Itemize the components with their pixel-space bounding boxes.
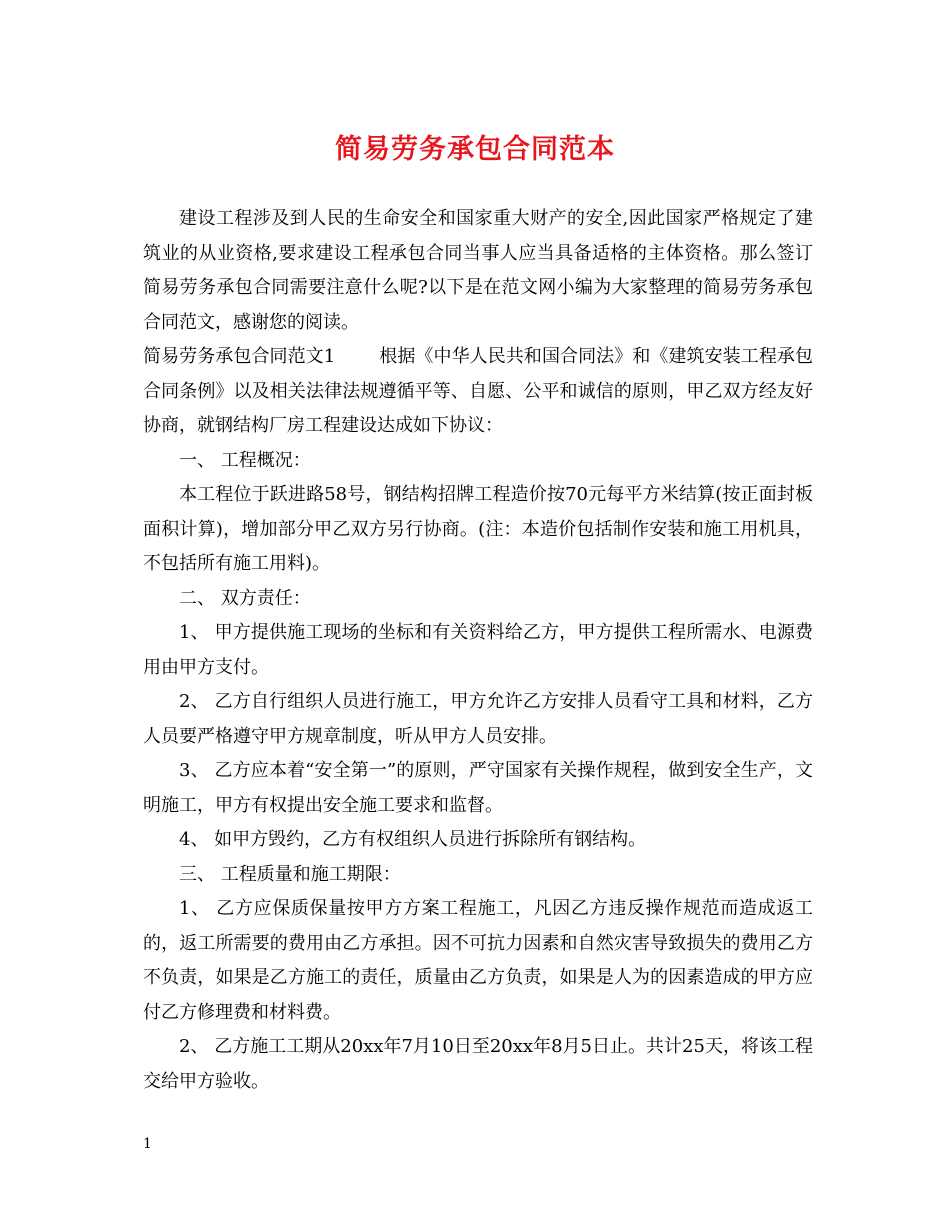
- section2-item: 3、 乙方应本着“安全第一”的原则，严守国家有关操作规程，做到安全生产，文明施工，甲方有权提出安全施工要求和监督。: [143, 760, 813, 816]
- document-body: [143, 202, 813, 1099]
- sample-paragraph: [143, 340, 813, 444]
- intro-paragraph: 建设工程涉及到人民的生命安全和国家重大财产的安全,因此国家严格规定了建筑业的从业资格,要求建设工程承包合同当事人应当具备适格的主体资格。那么签订简易劳务承包合同需要注意什么呢?以下是在范文网小编为大家整理的简易劳务承包合同范文，感谢您的阅读。: [143, 208, 813, 333]
- section3-heading: 三、 工程质量和施工期限：: [179, 863, 401, 885]
- section2-item: 1、 甲方提供施工现场的坐标和有关资料给乙方，甲方提供工程所需水、电源费用由甲方支付。: [143, 622, 813, 678]
- section2-item: 4、 如甲方毁约，乙方有权组织人员进行拆除所有钢结构。: [179, 829, 647, 850]
- section1-text: 本工程位于跃进路58号，钢结构招牌工程造价按70元每平方米结算(按正面封板面积计算)，增加部分甲乙双方另行协商。(注：本造价包括制作安装和施工用机具，不包括所有施工用料)。: [143, 484, 813, 574]
- page-number: 1: [143, 1136, 152, 1152]
- section2-item: 2、 乙方自行组织人员进行施工，甲方允许乙方安排人员看守工具和材料，乙方人员要严格遵守甲方规章制度，听从甲方人员安排。: [143, 691, 813, 747]
- section2-heading: 二、 双方责任：: [179, 587, 311, 609]
- sample-intro: 根据《中华人民共和国合同法》和《建筑安装工程承包合同条例》以及相关法律法规遵循平等、自愿、公平和诚信的原则，甲乙双方经友好协商，就钢结构厂房工程建设达成如下协议：: [143, 346, 813, 436]
- section1-heading: 一、 工程概况：: [179, 449, 311, 471]
- sample-heading: 简易劳务承包合同范文1: [143, 346, 336, 367]
- document-title: 简易劳务承包合同范本: [335, 134, 615, 165]
- section3-item: 1、 乙方应保质保量按甲方方案工程施工，凡因乙方违反操作规范而造成返工的，返工所需要的费用由乙方承担。因不可抗力因素和自然灾害导致损失的费用乙方不负责，如果是乙方施工的责任，质量由乙方负责，如果是人为的因素造成的甲方应付乙方修理费和材料费。: [143, 898, 813, 1023]
- section3-item: 2、 乙方施工工期从20xx年7月10日至20xx年8月5日止。共计25天，将该工程交给甲方验收。: [143, 1036, 813, 1092]
